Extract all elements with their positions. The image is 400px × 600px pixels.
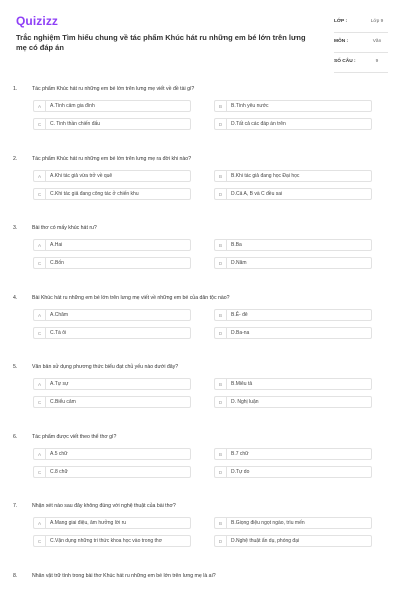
question-number: 2. [13,155,18,162]
option-letter: C [34,536,46,547]
question-text: Tác phẩm được viết theo thể thơ gì? [32,433,117,440]
option-letter: C [34,258,46,269]
option-letter: D [215,397,227,408]
question-text: Nhận xét nào sau đây không đúng với nghệ thuật của bài thơ? [32,503,176,509]
option-letter: B [215,449,227,460]
option-text: A.Mang giai điệu, âm hưởng lời ru [50,520,127,526]
answer-option[interactable] [214,448,372,460]
option-letter: A [34,101,46,112]
option-letter: C [34,328,46,339]
option-letter: B [215,240,227,251]
worksheet-header [12,10,388,68]
answer-option[interactable] [214,239,372,251]
answer-option[interactable] [33,396,191,408]
option-text: D.Nghệ thuật ẩn dụ, phóng đại [231,538,300,544]
answer-option[interactable] [33,309,191,321]
option-letter: A [34,449,46,460]
answer-option[interactable] [214,466,372,478]
answer-option[interactable] [33,535,191,547]
question-number: 8. [13,572,18,579]
option-text: A.Tình cảm gia đình [50,103,95,109]
option-letter: C [34,397,46,408]
question-number: 7. [13,503,18,509]
option-text: B.7 chữ [231,450,249,457]
meta-row [334,56,388,73]
option-text: D.Tự do [231,468,250,475]
meta-row [334,16,388,33]
answer-option[interactable] [33,257,191,269]
option-letter: A [34,379,46,390]
question-number: 3. [13,225,18,231]
option-letter: B [215,310,227,321]
meta-label: MÔN : [334,39,349,44]
answer-option[interactable] [214,170,372,182]
answer-option[interactable] [33,378,191,390]
option-text: B.Khi tác giả đang học Đại học [231,172,300,179]
answer-option[interactable] [214,378,372,390]
option-letter: B [215,101,227,112]
option-text: B.Ba [231,242,242,248]
answer-option[interactable] [33,170,191,182]
meta-label: SỐ CÂU : [334,59,356,64]
meta-value: Lớp 9 [370,19,384,24]
option-letter: A [34,171,46,182]
answer-option[interactable] [33,466,191,478]
answer-option[interactable] [33,239,191,251]
option-text: D.Ba-na [231,329,250,336]
option-text: A.Khi tác giả vừa trở về quê [50,172,113,179]
answer-option[interactable] [214,188,372,200]
option-text: C.Biểu cảm [50,399,76,405]
meta-row [334,36,388,53]
option-letter: C [34,189,46,200]
option-text: A.5 chữ [50,450,68,457]
option-text: B.Ê- đê [231,311,248,318]
meta-value: Văn [372,39,382,44]
option-text: C. Tinh thần chiến đấu [50,121,101,127]
answer-option[interactable] [214,257,372,269]
question-text: Tác phẩm Khúc hát ru những em bé lớn trên lưng mẹ ra đời khi nào? [32,155,192,162]
option-text: A.Tự sự [50,381,69,387]
option-text: C.Tà ôi [50,329,67,336]
option-letter: D [215,328,227,339]
answer-option[interactable] [214,309,372,321]
answer-option[interactable] [33,188,191,200]
answer-option[interactable] [33,327,191,339]
question-text: Văn bản sử dụng phương thức biểu đạt chủ yếu nào dưới đây? [32,364,179,370]
option-text: C.Vận dụng những tri thức khoa học vào trong thơ [50,538,162,544]
option-letter: B [215,518,227,529]
option-text: D.Cả A, B và C đều sai [231,190,283,197]
option-text: D.Tất cả các đáp án trên [231,121,286,127]
answer-option[interactable] [214,535,372,547]
worksheet-meta [334,16,388,76]
worksheet-title: Trắc nghiệm Tìm hiểu chung về tác phẩm Khúc hát ru những em bé lớn trên lưng mẹ có đáp án [16,33,306,52]
option-text: B.Miêu tả [231,381,253,387]
answer-option[interactable] [33,100,191,112]
option-text: B.Tình yêu nước [231,103,269,109]
option-letter: D [215,189,227,200]
option-text: C.Khi tác giả đang công tác ở chiến khu [50,190,139,197]
answer-option[interactable] [214,327,372,339]
option-letter: D [215,536,227,547]
option-text: D.Năm [231,260,247,266]
option-text: C.8 chữ [50,468,68,475]
option-letter: B [215,379,227,390]
question-text: Tác phẩm Khúc hát ru những em bé lớn trên lưng mẹ viết về đề tài gì? [32,86,195,92]
answer-option[interactable] [33,448,191,460]
answer-option[interactable] [33,118,191,130]
option-text: D. Nghị luận [231,399,259,405]
question-number: 4. [13,294,18,301]
question-text: Bài thơ có mấy khúc hát ru? [32,225,97,231]
option-text: A.Hai [50,242,63,248]
option-letter: C [34,119,46,130]
answer-option[interactable] [214,517,372,529]
option-letter: A [34,310,46,321]
option-letter: D [215,258,227,269]
option-letter: D [215,467,227,478]
option-text: A.Chăm [50,311,69,318]
answer-option[interactable] [214,396,372,408]
meta-label: LỚP : [334,19,348,24]
option-text: B.Giọng điệu ngọt ngào, trìu mến [231,520,305,526]
question-number: 5. [13,364,18,370]
quizizz-logo: Quizizz [16,14,59,28]
meta-value: 9 [375,59,379,64]
answer-option[interactable] [214,100,372,112]
answer-option[interactable] [214,118,372,130]
option-letter: A [34,518,46,529]
question-text: Bài Khúc hát ru những em bé lớn trên lưng mẹ viết về những em bé của dân tộc nào? [32,294,230,301]
question-text: Nhân vật trữ tình trong bài thơ Khúc hát ru những em bé lớn trên lưng mẹ là ai? [32,572,216,579]
option-letter: D [215,119,227,130]
answer-option[interactable] [33,517,191,529]
option-letter: B [215,171,227,182]
option-letter: C [34,467,46,478]
question-number: 6. [13,433,18,440]
option-text: C.Bốn [50,260,64,266]
option-letter: A [34,240,46,251]
question-number: 1. [13,86,18,92]
